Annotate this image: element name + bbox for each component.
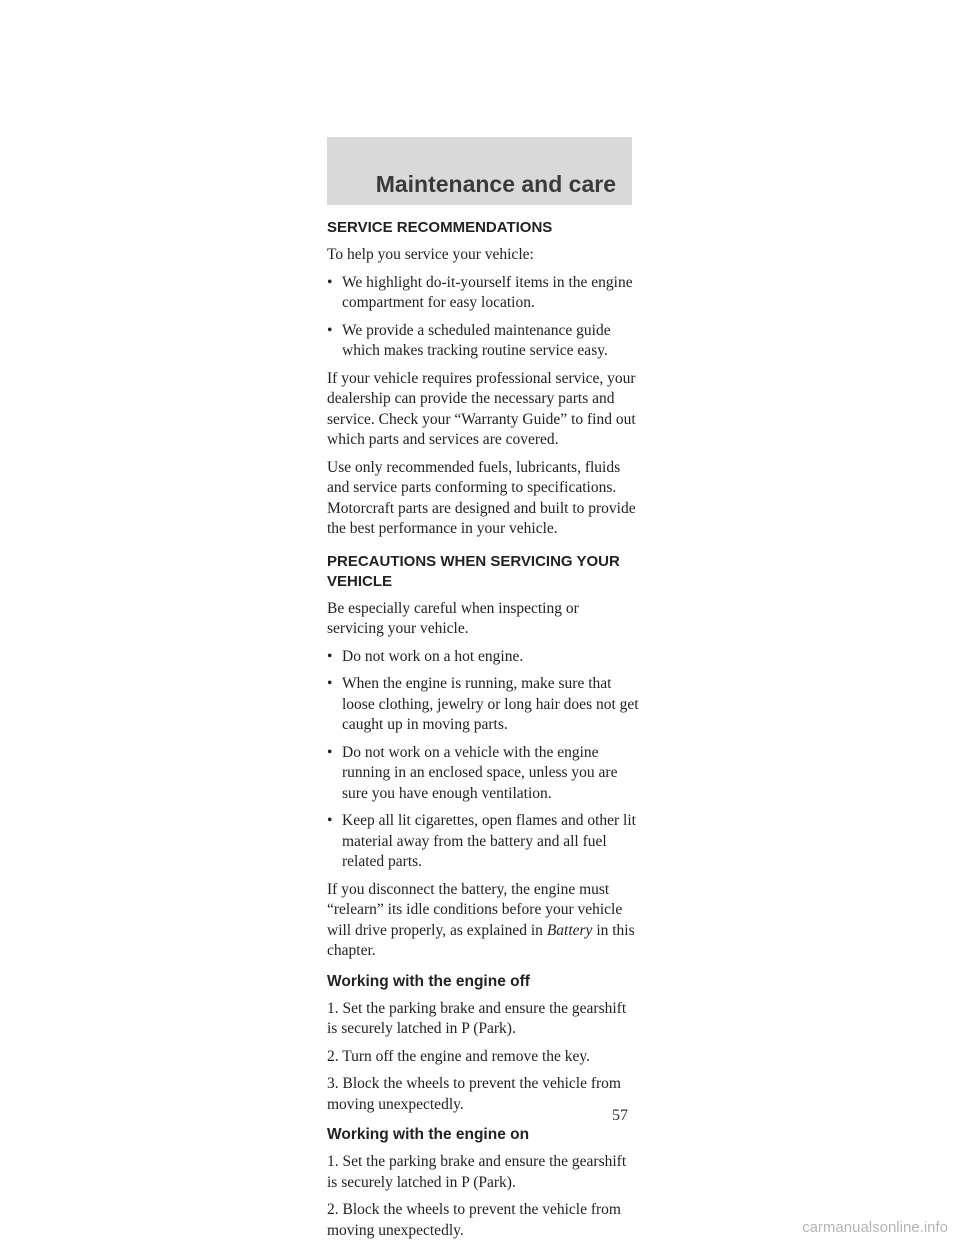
engine-on-step: 2. Block the wheels to prevent the vehicle from moving unexpectedly. <box>327 1201 621 1239</box>
list-item: • Do not work on a vehicle with the engine running in an enclosed space, unless you are sure you have enough ventilation. <box>327 743 618 802</box>
bullet-icon: • <box>327 321 333 339</box>
list-item: • We highlight do-it-yourself items in the engine compartment for easy location. <box>327 273 633 311</box>
precautions-bullet-list <box>327 647 639 873</box>
heading-engine-on: Working with the engine on <box>327 1126 530 1143</box>
battery-reference: Battery <box>546 921 593 939</box>
heading-service-recommendations: SERVICE RECOMMENDATIONS <box>327 219 553 236</box>
engine-off-step: 1. Set the parking brake and ensure the gearshift is securely latched in P (Park). <box>327 999 627 1037</box>
bullet-icon: • <box>327 273 333 291</box>
page-content <box>327 218 639 1248</box>
service-intro: To help you service your vehicle: <box>327 246 534 263</box>
recommended-parts-paragraph: Use only recommended fuels, lubricants, fluids and service parts conforming to specifications. Motorcraft parts are designed and built to provide the best performance in your vehicle. <box>327 458 636 537</box>
heading-precautions: PRECAUTIONS WHEN SERVICING YOUR VEHICLE <box>327 552 620 590</box>
page-number: 57 <box>612 1107 628 1124</box>
bullet-icon: • <box>327 647 333 665</box>
service-bullet-list <box>327 273 639 362</box>
engine-off-step: 2. Turn off the engine and remove the key. <box>327 1047 591 1065</box>
list-item: • We provide a scheduled maintenance guide which makes tracking routine service easy. <box>327 321 611 359</box>
list-item: • Keep all lit cigarettes, open flames and other lit material away from the battery and all fuel related parts. <box>327 812 636 870</box>
engine-on-step: 1. Set the parking brake and ensure the gearshift is securely latched in P (Park). <box>327 1153 627 1191</box>
engine-off-step: 3. Block the wheels to prevent the vehicle from moving unexpectedly. <box>327 1075 621 1113</box>
bullet-icon: • <box>327 675 333 692</box>
battery-relearn-paragraph: If you disconnect the battery, the engine must “relearn” its idle conditions before your vehicle will drive properly, as explained in Battery in this chapter. <box>327 880 635 959</box>
bullet-icon: • <box>327 743 333 761</box>
precautions-intro: Be especially careful when inspecting or servicing your vehicle. <box>327 599 579 637</box>
watermark-text: carmanualsonline.info <box>802 1219 948 1236</box>
list-item: • Do not work on a hot engine. <box>327 647 639 668</box>
list-item: • When the engine is running, make sure that loose clothing, jewelry or long hair does not get caught up in moving parts. <box>327 675 639 733</box>
section-header-band <box>327 137 632 205</box>
professional-service-paragraph: If your vehicle requires professional service, your dealership can provide the necessary parts and service. Check your “Warranty Guide” to find out which parts and services are covered. <box>327 369 636 448</box>
bullet-icon: • <box>327 812 333 829</box>
section-title: Maintenance and care <box>375 171 616 197</box>
heading-engine-off: Working with the engine off <box>327 972 530 990</box>
